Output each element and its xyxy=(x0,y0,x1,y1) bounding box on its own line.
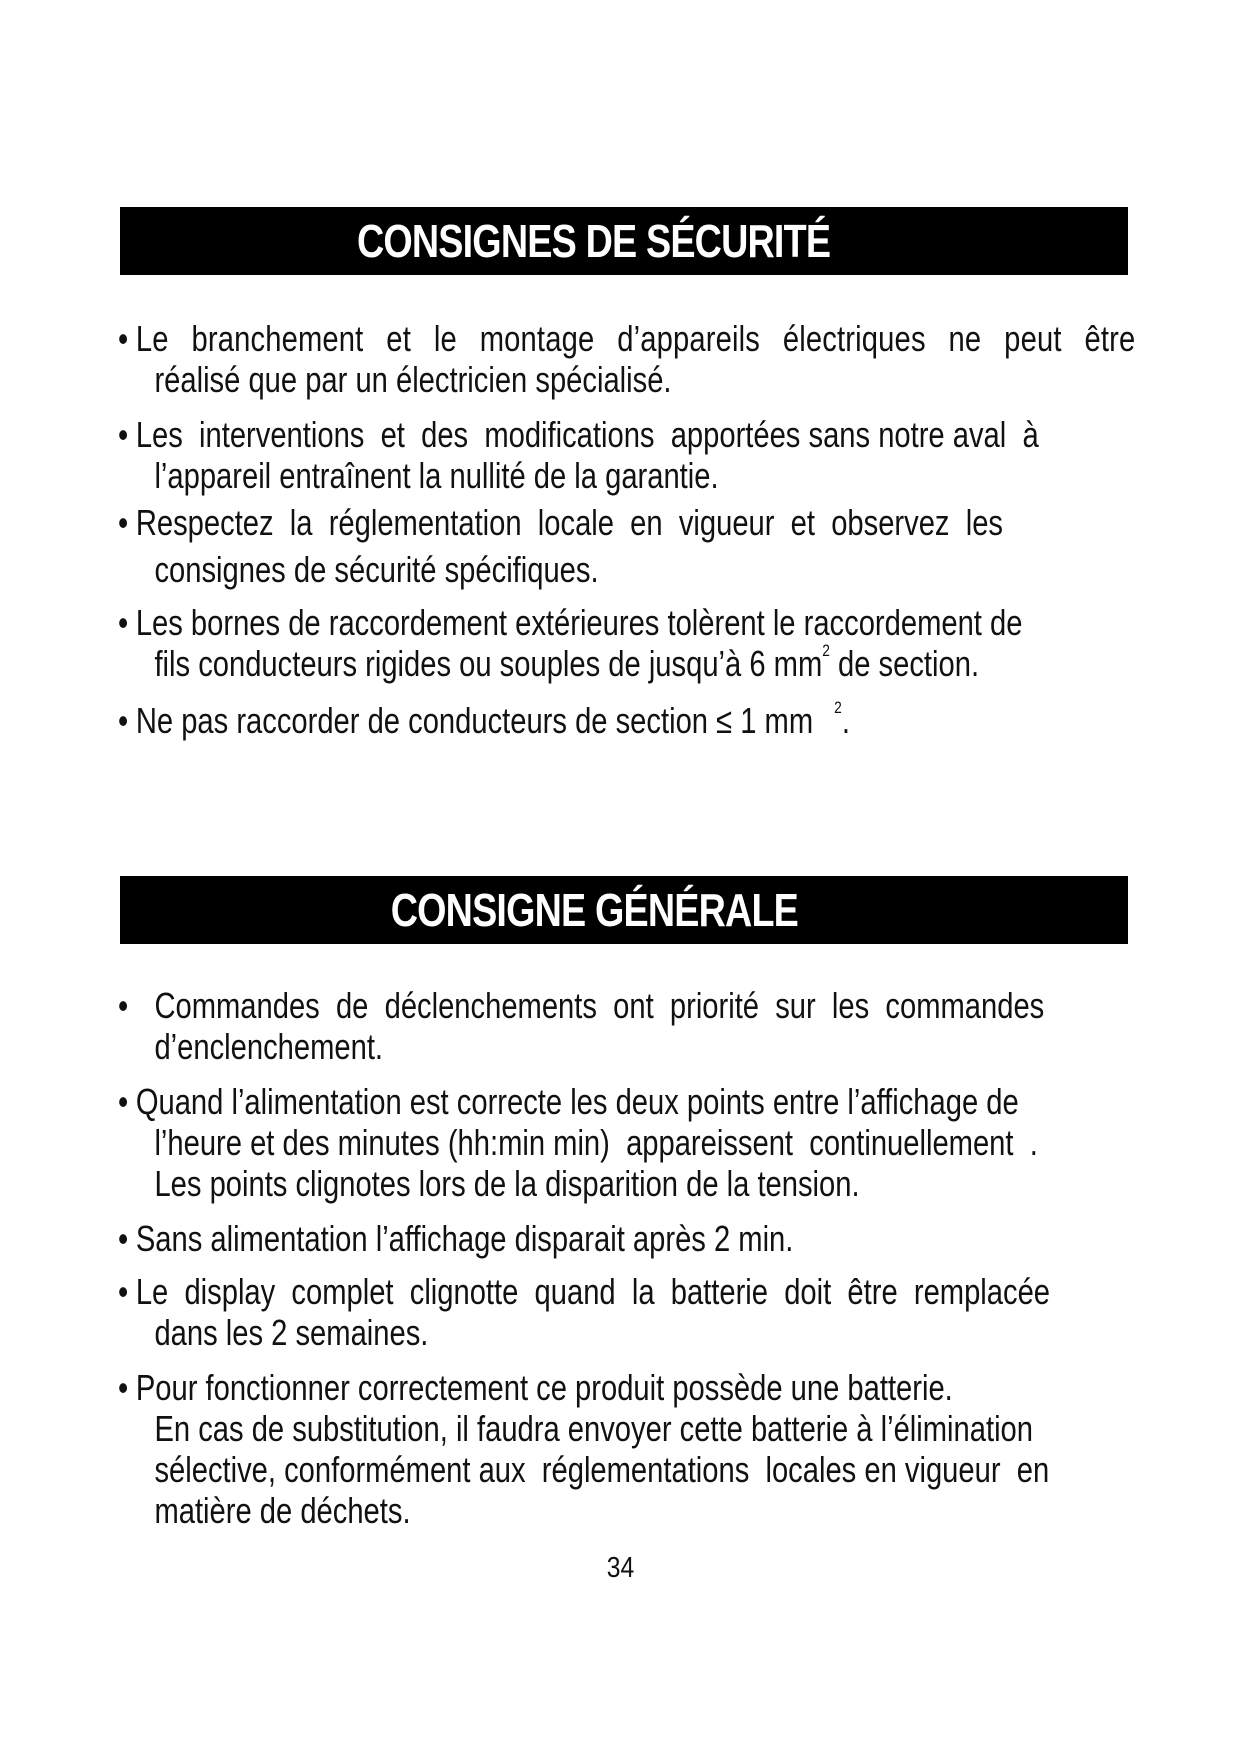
bullet-icon: • xyxy=(118,602,129,643)
item-text-line xyxy=(118,643,1135,684)
list-item xyxy=(118,985,1135,1067)
item-text-line: l’appareil entraînent la nullité de la garantie. xyxy=(154,455,719,496)
list-item xyxy=(118,1367,1135,1531)
list-item xyxy=(118,700,1135,741)
list-item xyxy=(118,318,1135,400)
item-text-line: sélective, conformément aux réglementations locales en vigueur en xyxy=(154,1449,1050,1490)
item-text-segment: fils conducteurs rigides ou souples de jusqu’à 6 mm xyxy=(154,643,823,684)
bullet-icon: • xyxy=(118,318,129,359)
item-text-line: En cas de substitution, il faudra envoyer cette batterie à l’élimination xyxy=(154,1408,1033,1449)
item-text-line: réalisé que par un électricien spécialisé. xyxy=(154,359,672,400)
bullet-icon: • xyxy=(118,1271,129,1312)
security-section-header xyxy=(120,207,1128,275)
page-number: 34 xyxy=(606,1552,635,1584)
superscript-two: 2 xyxy=(834,698,842,717)
list-item xyxy=(118,1218,1135,1259)
item-text-line: Le branchement et le montage d’appareils électriques ne peut être xyxy=(135,318,1136,359)
item-text-segment: de section. xyxy=(829,643,980,684)
item-text-line: l’heure et des minutes (hh:min min) appareissent continuellement . xyxy=(154,1122,1038,1163)
bullet-icon: • xyxy=(118,1081,129,1122)
item-text-line xyxy=(118,700,1135,741)
item-text-line: dans les 2 semaines. xyxy=(154,1312,429,1353)
list-item xyxy=(118,1271,1135,1353)
bullet-icon: • xyxy=(118,502,129,543)
general-section-header xyxy=(120,876,1128,944)
item-text-line: Les bornes de raccordement extérieures tolèrent le raccordement de xyxy=(135,602,1023,643)
item-text-line: Respectez la réglementation locale en vigueur et observez les xyxy=(135,502,1003,543)
bullet-icon: • xyxy=(118,700,129,741)
security-section-title: CONSIGNES DE SÉCURITÉ xyxy=(357,215,831,267)
item-text-line: Commandes de déclenchements ont priorité sur les commandes xyxy=(154,985,1045,1026)
item-text-line: Pour fonctionner correctement ce produit possède une batterie. xyxy=(135,1367,953,1408)
item-text-line: Les points clignotes lors de la disparition de la tension. xyxy=(154,1163,860,1204)
item-text-line: Le display complet clignotte quand la batterie doit être remplacée xyxy=(135,1271,1051,1312)
security-instructions-list xyxy=(118,318,1134,741)
item-text-line: Sans alimentation l’affichage disparait après 2 min. xyxy=(135,1218,794,1259)
item-text-segment: . xyxy=(841,700,850,741)
item-text-line: matière de déchets. xyxy=(154,1490,411,1531)
bullet-icon: • xyxy=(118,414,129,455)
item-text-line: d’enclenchement. xyxy=(154,1026,384,1067)
list-item xyxy=(118,502,1135,590)
general-instructions-list xyxy=(118,985,1134,1531)
superscript-two: 2 xyxy=(822,641,830,660)
bullet-icon: • xyxy=(118,1367,129,1408)
item-text-line: consignes de sécurité spécifiques. xyxy=(154,549,599,590)
bullet-icon: • xyxy=(118,985,129,1026)
item-text-line: Quand l’alimentation est correcte les deux points entre l’affichage de xyxy=(135,1081,1019,1122)
list-item xyxy=(118,1081,1135,1204)
general-section-title: CONSIGNE GÉNÉRALE xyxy=(390,884,798,936)
item-text-segment: Ne pas raccorder de conducteurs de section ≤ 1 mm xyxy=(135,700,814,741)
list-item xyxy=(118,414,1135,496)
item-text-line: Les interventions et des modifications apportées sans notre aval à xyxy=(135,414,1039,455)
list-item xyxy=(118,602,1135,684)
bullet-icon: • xyxy=(118,1218,129,1259)
